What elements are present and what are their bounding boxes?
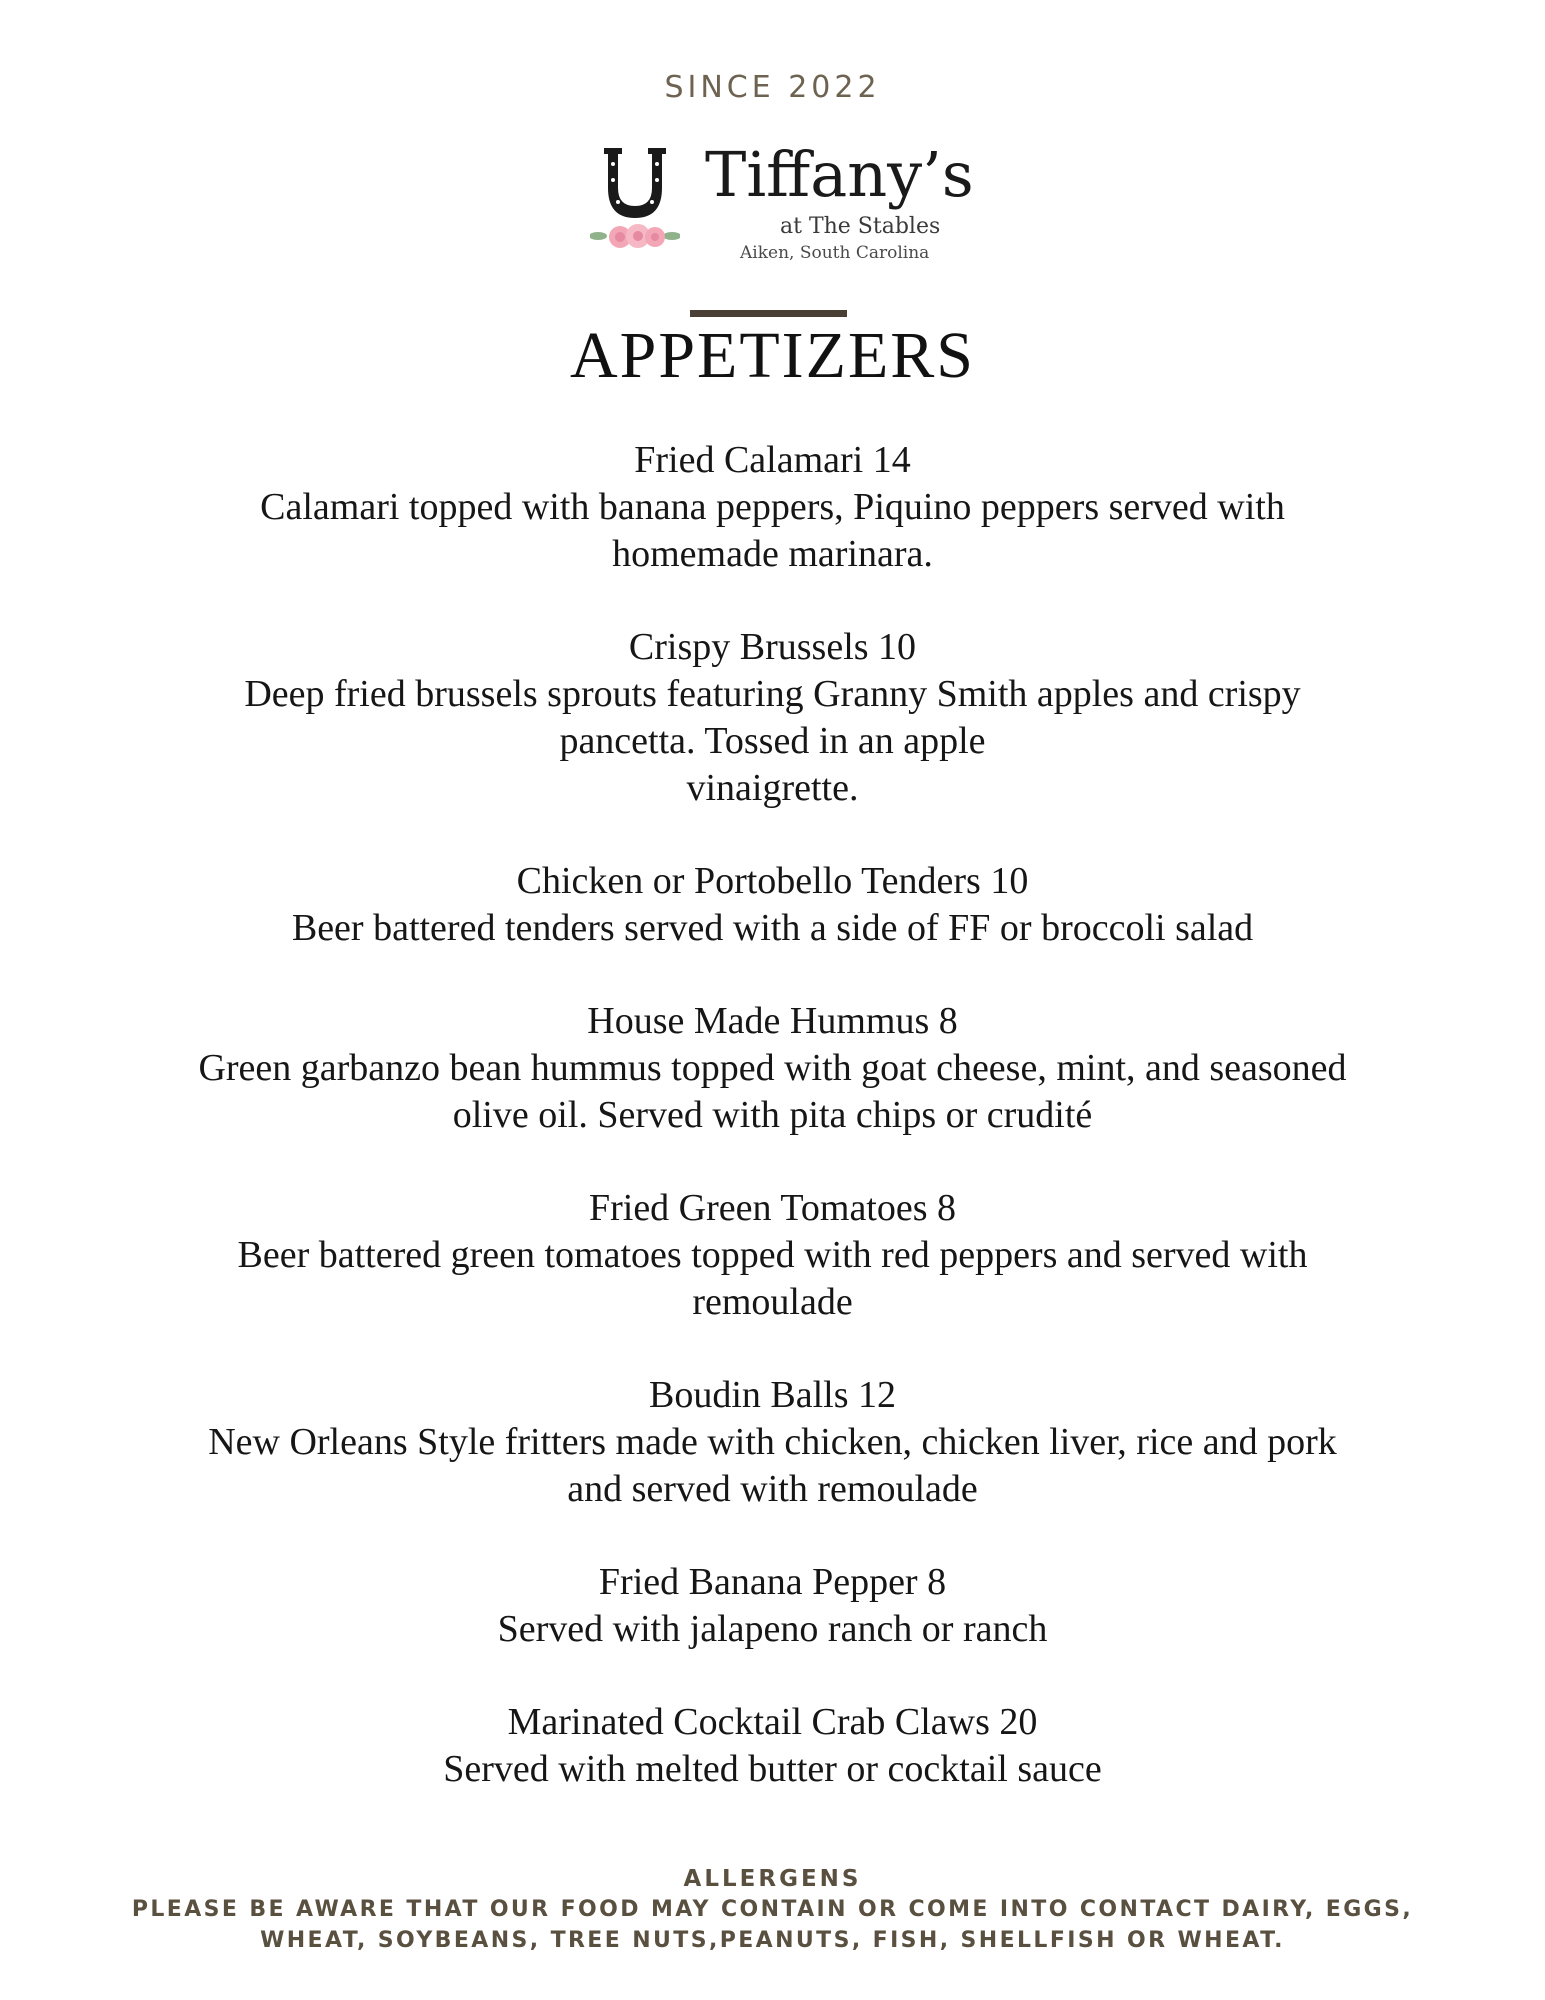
menu-item-description: Served with jalapeno ranch or ranch: [497, 1608, 1048, 1650]
menu-item-description: Deep fried brussels sprouts featuring Granny Smith apples and crispy pancetta. Tossed in an apple vinaigrette.: [244, 673, 1301, 809]
menu-item-description: New Orleans Style fritters made with chicken, chicken liver, rice and pork and served with remoulade: [208, 1421, 1337, 1510]
allergens-notice: [100, 1864, 1445, 1956]
logo-name: Tiffany’s: [705, 138, 974, 211]
menu-item-description: Beer battered green tomatoes topped with red peppers and served with remoulade: [237, 1234, 1308, 1323]
menu-item: [130, 624, 1415, 812]
menu-list: [130, 437, 1415, 1839]
menu-item-title: Fried Green Tomatoes 8: [588, 1187, 957, 1229]
menu-item: [130, 1559, 1415, 1653]
logo-subtitle: at The Stables: [780, 214, 941, 239]
since-label: SINCE 2022: [664, 70, 881, 105]
horseshoe-with-roses-icon: [590, 140, 680, 270]
menu-item-title: House Made Hummus 8: [587, 1000, 958, 1042]
menu-item-title: Fried Calamari 14: [634, 439, 911, 481]
menu-item-description: Served with melted butter or cocktail sauce: [443, 1748, 1102, 1790]
menu-item: [130, 1185, 1415, 1326]
menu-item-description: Calamari topped with banana peppers, Piquino peppers served with homemade marinara.: [260, 486, 1285, 575]
allergens-text: PLEASE BE AWARE THAT OUR FOOD MAY CONTAIN OR COME INTO CONTACT DAIRY, EGGS, WHEAT, SOYBEANS, TREE NUTS,PEANUTS, FISH, SHELLFISH OR WHEAT.: [131, 1897, 1414, 1953]
menu-item: [130, 1699, 1415, 1793]
menu-item-description: Green garbanzo bean hummus topped with goat cheese, mint, and seasoned olive oil. Served with pita chips or crudité: [198, 1047, 1347, 1136]
logo-location: Aiken, South Carolina: [740, 243, 930, 263]
title-rule: [690, 310, 847, 317]
menu-item-title: Boudin Balls 12: [648, 1374, 897, 1416]
menu-item-title: Marinated Cocktail Crab Claws 20: [507, 1701, 1038, 1743]
allergens-title: ALLERGENS: [683, 1866, 862, 1892]
menu-item: [130, 437, 1415, 578]
menu-item-title: Fried Banana Pepper 8: [598, 1561, 947, 1603]
menu-item: [130, 858, 1415, 952]
section-title: APPETIZERS: [569, 319, 976, 392]
menu-item-title: Crispy Brussels 10: [628, 626, 917, 668]
menu-item-title: Chicken or Portobello Tenders 10: [516, 860, 1029, 902]
menu-item: [130, 1372, 1415, 1513]
menu-item: [130, 998, 1415, 1139]
menu-item-description: Beer battered tenders served with a side of FF or broccoli salad: [291, 907, 1254, 949]
logo: [590, 138, 974, 270]
